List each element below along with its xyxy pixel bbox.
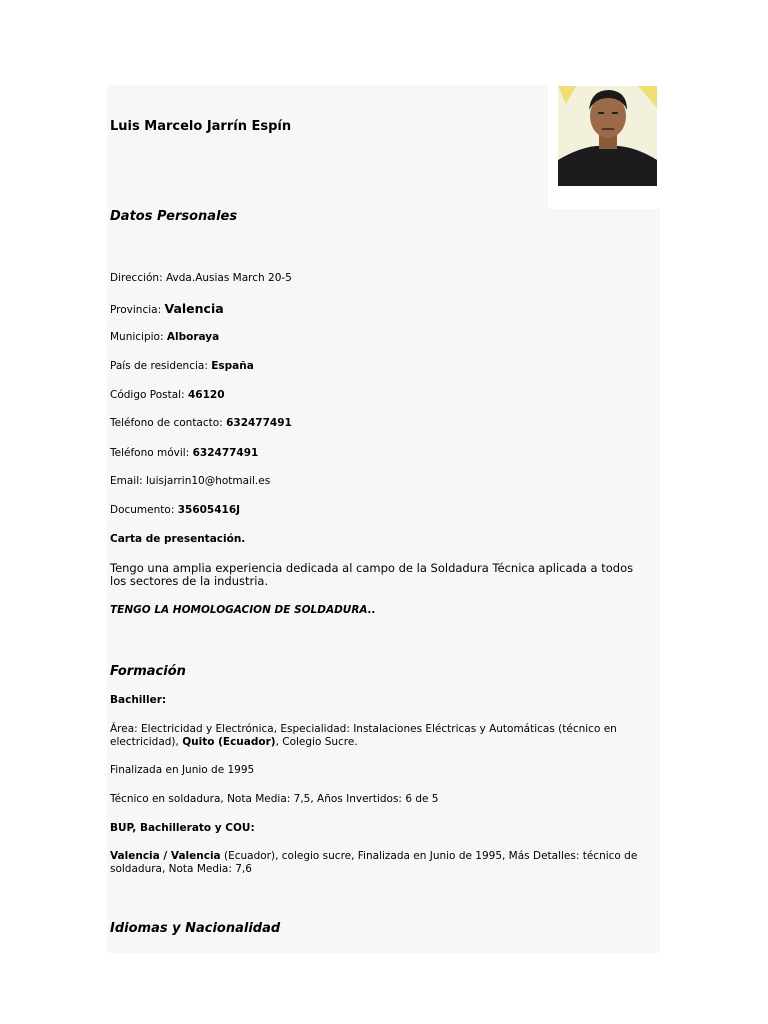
postal-row bbox=[110, 389, 225, 401]
province-value: Valencia bbox=[164, 301, 224, 316]
area-text-1: Área: Electricidad y Electrónica, Especialidad: Instalaciones Eléctricas y Automáticas (técnico en electricidad), bbox=[110, 723, 617, 748]
country-row bbox=[110, 360, 254, 372]
area-place: Quito (Ecuador) bbox=[182, 735, 276, 748]
bachiller-label: Bachiller: bbox=[110, 694, 167, 706]
finished-text: Finalizada en Junio de 1995 bbox=[110, 764, 255, 776]
phone-label: Teléfono de contacto: bbox=[110, 417, 223, 429]
email-row bbox=[110, 475, 270, 487]
section-personal-title: Datos Personales bbox=[110, 209, 238, 224]
area-text-2: , Colegio Sucre. bbox=[275, 735, 358, 748]
bup-text: (Ecuador), colegio sucre, Finalizada en Junio de 1995, Más Detalles: técnico de soldadura, Nota Media: 7,6 bbox=[110, 850, 638, 875]
email-value: luisjarrin10@hotmail.es bbox=[146, 475, 271, 487]
address-value: Avda.Ausias March 20-5 bbox=[165, 272, 292, 284]
mobile-value: 632477491 bbox=[192, 447, 259, 459]
country-value: España bbox=[211, 360, 254, 372]
mobile-label: Teléfono móvil: bbox=[110, 447, 190, 459]
section-education-title: Formación bbox=[110, 664, 186, 679]
bup-label: BUP, Bachillerato y COU: bbox=[110, 822, 255, 834]
section-languages-title: Idiomas y Nacionalidad bbox=[110, 921, 281, 936]
document-row bbox=[110, 504, 240, 516]
document-label: Documento: bbox=[110, 504, 175, 516]
municipality-row bbox=[110, 331, 219, 343]
municipality-label: Municipio: bbox=[110, 331, 164, 343]
cover-letter-text: Tengo una amplia experiencia dedicada al campo de la Soldadura Técnica aplicada a todos los sectores de la industria. bbox=[110, 561, 634, 588]
phone-value: 632477491 bbox=[226, 417, 292, 429]
cover-letter-heading: Carta de presentación. bbox=[110, 533, 246, 545]
address-label: Dirección: bbox=[110, 272, 163, 284]
postal-value: 46120 bbox=[187, 389, 225, 401]
country-label: País de residencia: bbox=[110, 360, 208, 372]
profile-photo-image bbox=[558, 86, 657, 186]
province-row bbox=[110, 301, 224, 316]
welding-text: Técnico en soldadura, Nota Media: 7,5, Años Invertidos: 6 de 5 bbox=[110, 793, 439, 805]
mobile-row bbox=[110, 447, 258, 459]
bup-paragraph bbox=[110, 850, 645, 875]
candidate-name: Luis Marcelo Jarrín Espín bbox=[110, 119, 292, 134]
profile-photo bbox=[558, 86, 657, 186]
area-paragraph bbox=[110, 723, 645, 748]
phone-row bbox=[110, 417, 292, 429]
address-row bbox=[110, 272, 292, 284]
municipality-value: Alboraya bbox=[166, 331, 220, 343]
postal-label: Código Postal: bbox=[110, 389, 185, 401]
cover-letter-highlight: TENGO LA HOMOLOGACION DE SOLDADURA.. bbox=[110, 604, 376, 616]
bup-place: Valencia / Valencia bbox=[110, 850, 221, 862]
email-label: Email: bbox=[110, 475, 143, 487]
province-label: Provincia: bbox=[110, 304, 162, 316]
document-value: 35605416J bbox=[177, 504, 241, 516]
